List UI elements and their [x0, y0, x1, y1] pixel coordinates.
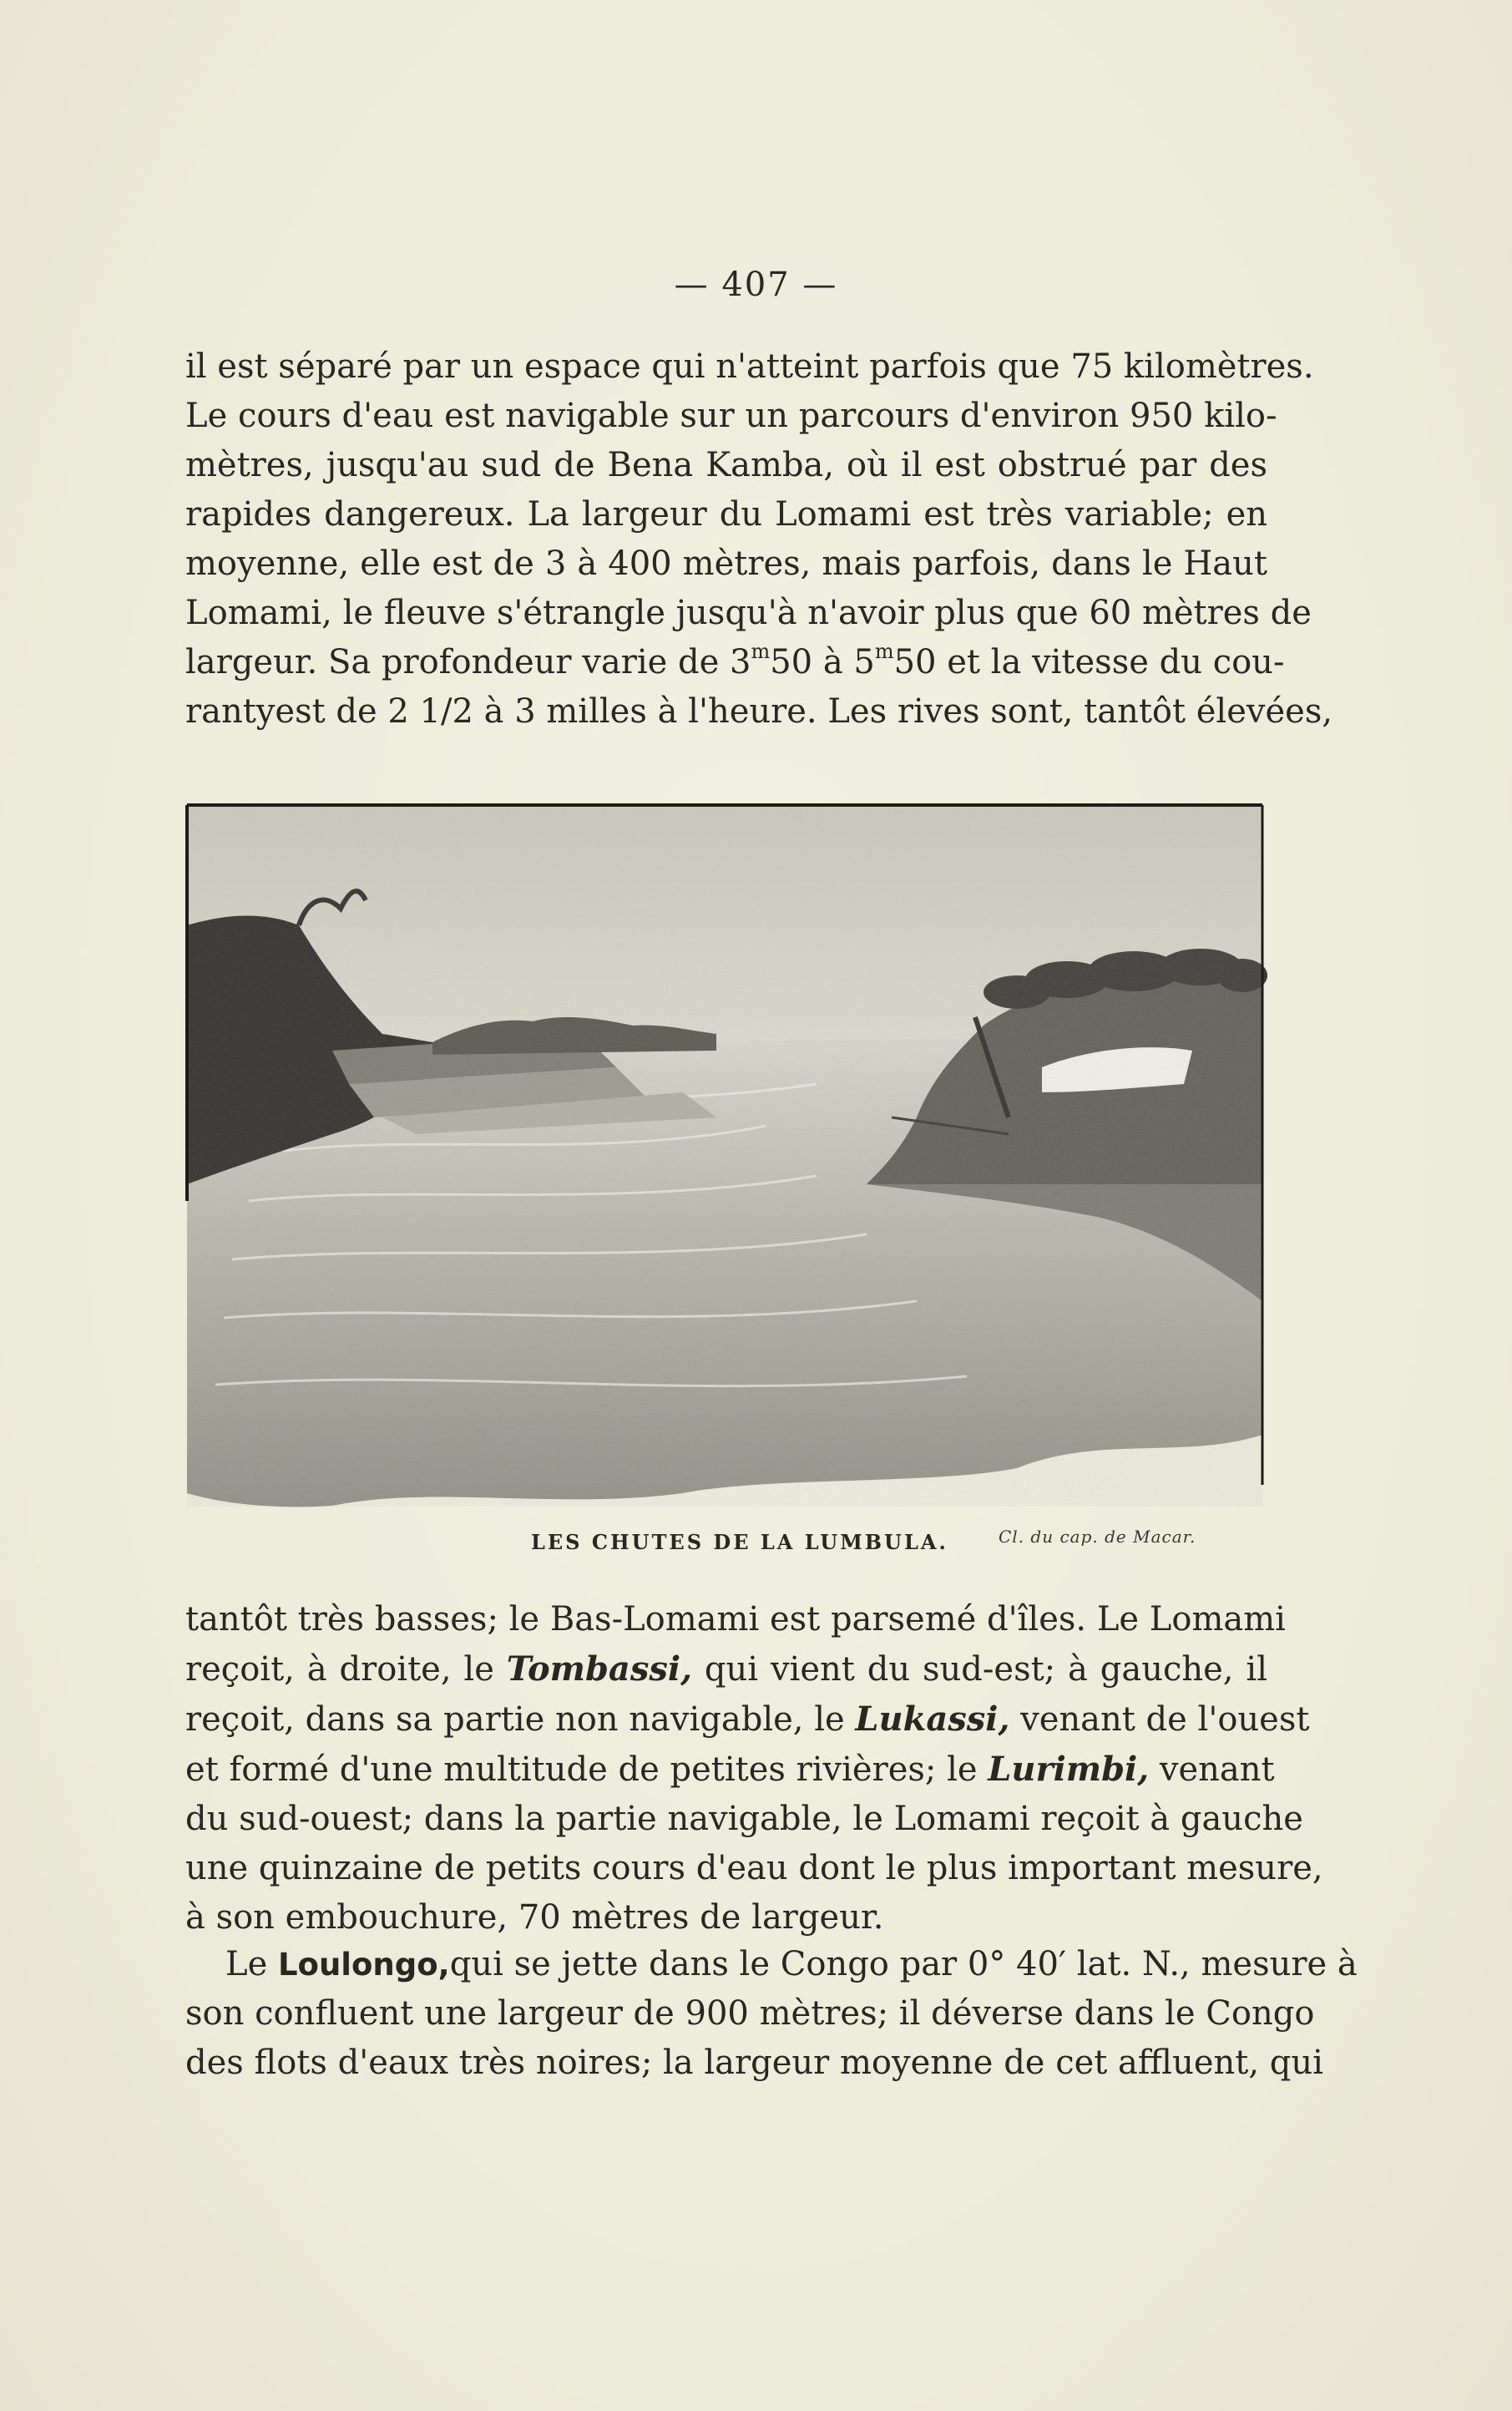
text-line: mètres, jusqu'au sud de Bena Kamba, où il est obstrué par des [185, 446, 1267, 484]
text-line: Lomami, le fleuve s'étrangle jusqu'à n'avoir plus que 60 mètres de [185, 594, 1312, 632]
text-line [185, 1940, 1358, 1989]
text-line [185, 1694, 1310, 1745]
text-line: une quinzaine de petits cours d'eau dont le plus important mesure, [185, 1849, 1323, 1887]
text-segment: reçoit, dans sa partie non navigable, le [185, 1700, 856, 1739]
text-segment: reçoit, à droite, le [185, 1650, 507, 1689]
text-line: Le cours d'eau est navigable sur un parcours d'environ 950 kilo- [185, 397, 1277, 435]
text-segment: largeur. Sa profondeur varie de 3 [185, 643, 751, 681]
text-line: tantôt très basses; le Bas-Lomami est parsemé d'îles. Le Lomami [185, 1600, 1286, 1639]
page-number: — 407 — [674, 266, 838, 304]
text-line: rantyest de 2 1/2 à 3 milles à l'heure. Les rives sont, tantôt élevées, [185, 692, 1333, 731]
text-line: moyenne, elle est de 3 à 400 mètres, mais parfois, dans le Haut [185, 545, 1267, 583]
text-line: il est séparé par un espace qui n'atteint parfois que 75 kilomètres. [185, 347, 1314, 386]
superscript: m [874, 640, 894, 663]
text-line: des flots d'eaux très noires; la largeur moyenne de cet affluent, qui [185, 2044, 1323, 2082]
river-name-bold: Loulongo, [277, 1947, 450, 1983]
text-line: son confluent une largeur de 900 mètres; il déverse dans le Congo [185, 1994, 1315, 2033]
text-segment: 50 et la vitesse du cou- [893, 643, 1285, 681]
text-line: à son embouchure, 70 mètres de largeur. [185, 1898, 884, 1937]
text-segment: Le [225, 1945, 278, 1983]
paragraph-top [185, 342, 1333, 737]
waterfall-photograph [182, 800, 1267, 1512]
river-name: Lukassi, [855, 1699, 1010, 1739]
figure-caption: LES CHUTES DE LA LUMBULA. [531, 1530, 948, 1554]
text-line: du sud-ouest; dans la partie navigable, le Lomami reçoit à gauche [185, 1800, 1303, 1838]
text-segment: qui vient du sud-est; à gauche, il [692, 1650, 1267, 1689]
text-segment: 50 à 5 [770, 643, 875, 681]
paragraph-middle [185, 1595, 1323, 1942]
text-segment: qui se jette dans le Congo par 0° 40′ lat. N., mesure à [449, 1945, 1358, 1983]
text-line: rapides dangereux. La largeur du Lomami est très variable; en [185, 495, 1267, 534]
river-name: Lurimbi, [988, 1750, 1150, 1789]
text-segment: venant [1149, 1750, 1275, 1789]
text-segment: venant de l'ouest [1009, 1700, 1310, 1739]
superscript: m [751, 640, 771, 663]
text-line [185, 1745, 1275, 1795]
text-segment: et formé d'une multitude de petites rivières; le [185, 1750, 989, 1789]
photo-credit: Cl. du cap. de Macar. [999, 1527, 1196, 1547]
river-name: Tombassi, [506, 1649, 693, 1689]
text-line [185, 638, 1285, 687]
text-line [185, 1644, 1267, 1694]
paragraph-bottom [185, 1940, 1358, 2088]
